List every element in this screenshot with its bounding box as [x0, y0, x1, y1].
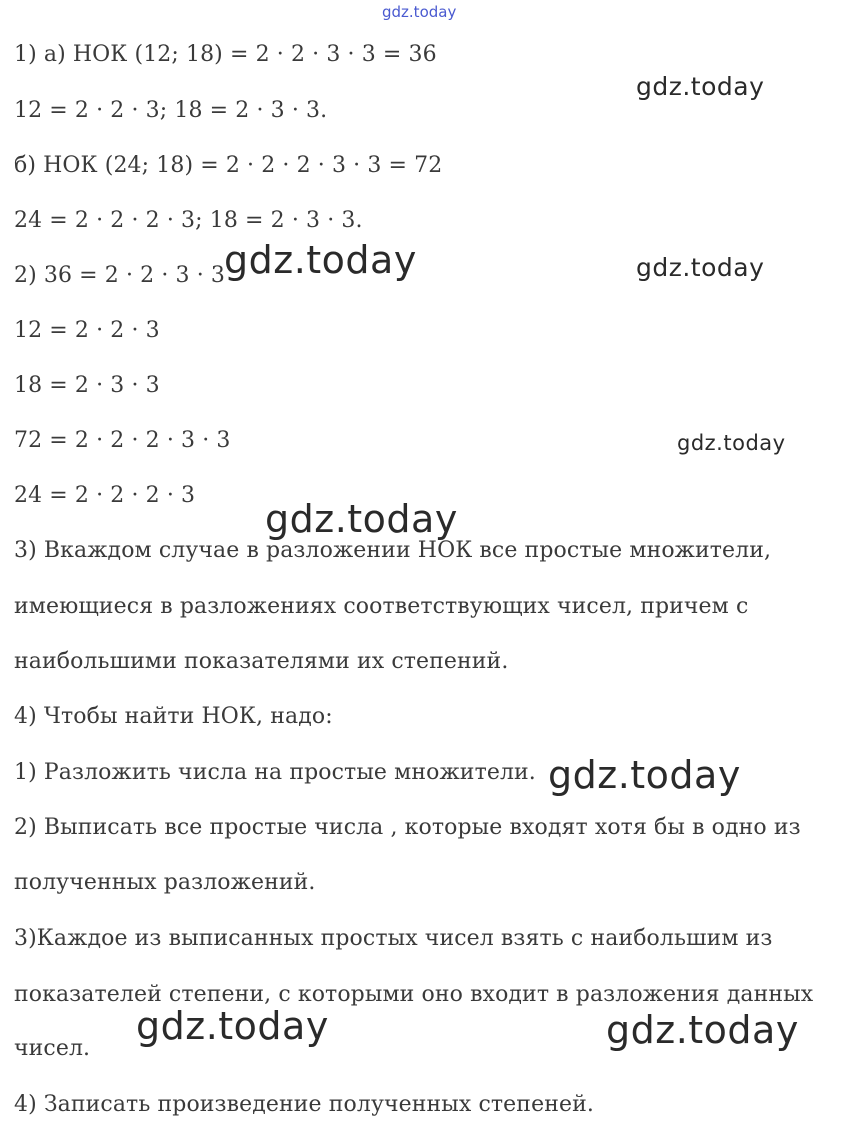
- text-line-5: 2) 36 = 2 · 2 · 3 · 3: [14, 263, 226, 288]
- watermark-top: gdz.today: [382, 3, 457, 21]
- watermark-large-2: gdz.today: [265, 497, 458, 541]
- watermark-large-3: gdz.today: [548, 753, 741, 797]
- watermark-small-2: gdz.today: [636, 253, 765, 282]
- text-line-13: 4) Чтобы найти НОК, надо:: [14, 704, 333, 729]
- text-line-3: б) НОК (24; 18) = 2 · 2 · 2 · 3 · 3 = 72: [14, 153, 443, 178]
- text-line-7: 18 = 2 · 3 · 3: [14, 373, 160, 398]
- watermark-small-1: gdz.today: [636, 72, 765, 101]
- text-line-20: 4) Записать произведение полученных степеней.: [14, 1092, 594, 1117]
- text-line-8: 72 = 2 · 2 · 2 · 3 · 3: [14, 428, 231, 453]
- text-line-18: показателей степени, с которыми оно входит в разложения данных: [14, 982, 814, 1007]
- text-line-17: 3)Каждое из выписанных простых чисел взять с наибольшим из: [14, 926, 773, 951]
- text-line-2: 12 = 2 · 2 · 3; 18 = 2 · 3 · 3.: [14, 98, 328, 123]
- watermark-small-3: gdz.today: [677, 431, 786, 455]
- text-line-10: 3) Вкаждом случае в разложении НОК все простые множители,: [14, 538, 772, 563]
- watermark-large-5: gdz.today: [606, 1008, 799, 1052]
- text-line-11: имеющиеся в разложениях соответствующих чисел, причем с: [14, 594, 749, 619]
- text-line-19: чисел.: [14, 1036, 91, 1061]
- text-line-14: 1) Разложить числа на простые множители.: [14, 760, 536, 785]
- text-line-16: полученных разложений.: [14, 870, 316, 895]
- text-line-9: 24 = 2 · 2 · 2 · 3: [14, 483, 196, 508]
- watermark-large-1: gdz.today: [224, 238, 417, 282]
- text-line-12: наибольшими показателями их степений.: [14, 649, 509, 674]
- text-line-1: 1) а) НОК (12; 18) = 2 · 2 · 3 · 3 = 36: [14, 42, 437, 67]
- text-line-15: 2) Выписать все простые числа , которые входят хотя бы в одно из: [14, 815, 801, 840]
- text-line-6: 12 = 2 · 2 · 3: [14, 318, 160, 343]
- watermark-large-4: gdz.today: [136, 1004, 329, 1048]
- text-line-4: 24 = 2 · 2 · 2 · 3; 18 = 2 · 3 · 3.: [14, 208, 363, 233]
